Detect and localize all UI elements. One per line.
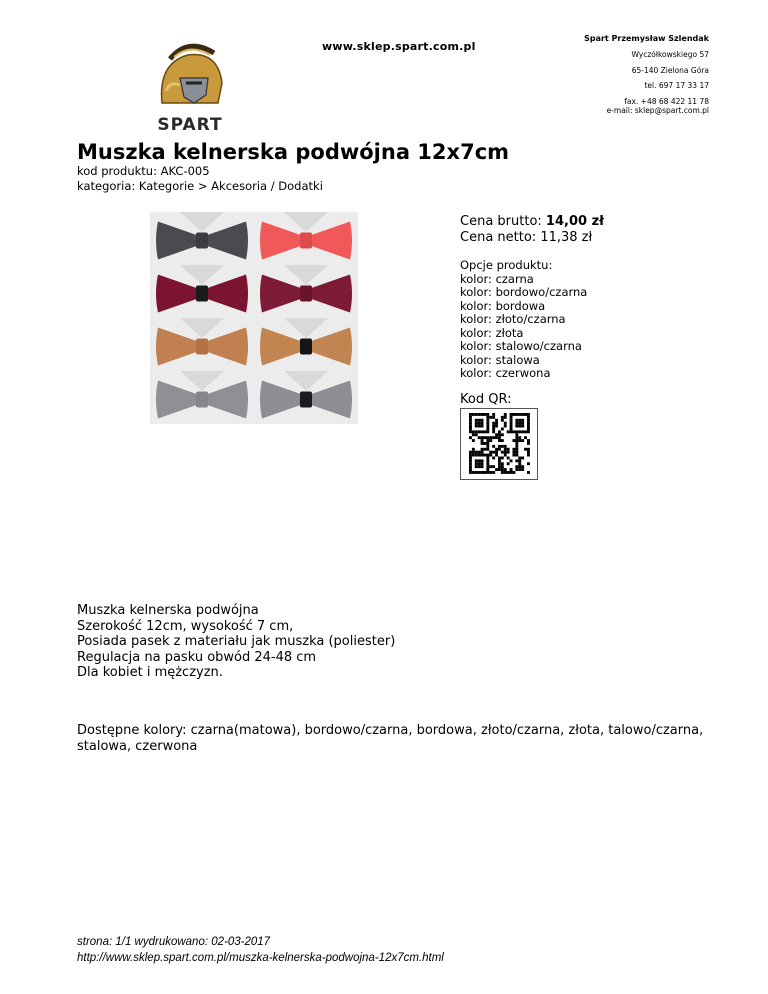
options-heading: Opcje produktu: bbox=[460, 258, 553, 272]
description-line: Muszka kelnerska podwójna bbox=[77, 603, 259, 618]
product-photo bbox=[150, 212, 358, 424]
price-brutto-label: Cena brutto: bbox=[460, 214, 542, 229]
option-item: kolor: bordowa bbox=[460, 298, 546, 313]
available-colors: Dostępne kolory: czarna(matowa), bordowo/czarna, bordowa, złoto/czarna, złota, talowo/czarna, stalowa, czerwona bbox=[77, 723, 704, 754]
description-line: Szerokość 12cm, wysokość 7 cm, bbox=[77, 618, 294, 634]
price-netto-value: 11,38 zł bbox=[540, 230, 593, 245]
qr-code bbox=[460, 408, 538, 480]
site-url[interactable]: www.sklep.spart.com.pl bbox=[322, 40, 476, 53]
print-footer bbox=[77, 935, 444, 966]
footer-page-info: strona: 1/1 wydrukowano: 02-03-2017 bbox=[77, 936, 271, 948]
footer-url[interactable]: http://www.sklep.spart.com.pl/muszka-kelnerska-podwojna-12x7cm.html bbox=[77, 951, 444, 964]
product-meta bbox=[77, 164, 323, 193]
company-city: 65-140 Zielona Góra bbox=[631, 65, 709, 75]
price-netto-label: Cena netto: bbox=[460, 230, 537, 245]
option-item: kolor: bordowo/czarna bbox=[460, 285, 588, 299]
product-category: kategoria: Kategorie > Akcesoria / Dodatki bbox=[77, 178, 323, 193]
logo-text: SPART bbox=[157, 115, 223, 133]
bow-tie-tile bbox=[150, 265, 254, 318]
option-item: kolor: złoto/czarna bbox=[460, 312, 566, 326]
product-code: kod produktu: AKC-005 bbox=[77, 164, 210, 178]
price-block bbox=[460, 214, 604, 246]
option-item: kolor: stalowo/czarna bbox=[460, 339, 582, 353]
option-item: kolor: stalowa bbox=[460, 352, 540, 367]
bow-tie-tile bbox=[150, 318, 254, 371]
company-name: Spart Przemysław Szlendak bbox=[584, 34, 709, 43]
price-brutto bbox=[460, 214, 604, 230]
company-street: Wyczółkowskiego 57 bbox=[631, 50, 709, 59]
product-description bbox=[77, 603, 395, 681]
option-item: kolor: złota bbox=[460, 325, 524, 340]
company-info bbox=[584, 35, 709, 123]
company-fax: fax. +48 68 422 11 78 bbox=[624, 96, 709, 106]
qr-code-icon bbox=[461, 409, 537, 479]
product-title: Muszka kelnerska podwójna 12x7cm bbox=[77, 140, 510, 164]
qr-label: Kod QR: bbox=[460, 392, 512, 407]
price-netto bbox=[460, 230, 604, 246]
helmet-icon bbox=[162, 46, 222, 103]
description-line: Dla kobiet i mężczyzn. bbox=[77, 665, 223, 680]
bow-tie-tile bbox=[150, 212, 254, 265]
option-item: kolor: czerwona bbox=[460, 366, 551, 380]
bow-tie-tile bbox=[254, 318, 358, 371]
company-email[interactable]: e-mail: sklep@spart.com.pl bbox=[606, 106, 709, 115]
company-tel: tel. 697 17 33 17 bbox=[644, 81, 709, 90]
spart-logo bbox=[140, 33, 240, 133]
bow-tie-tile bbox=[254, 371, 358, 424]
price-brutto-value: 14,00 zł bbox=[545, 214, 604, 229]
option-item: kolor: czarna bbox=[460, 271, 534, 286]
bow-tie-tile bbox=[150, 371, 254, 424]
bow-tie-tile bbox=[254, 212, 358, 265]
product-options bbox=[460, 259, 587, 381]
description-line: Posiada pasek z materiału jak muszka (poliester) bbox=[77, 634, 396, 649]
bow-tie-tile bbox=[254, 265, 358, 318]
description-line: Regulacja na pasku obwód 24-48 cm bbox=[77, 649, 317, 665]
